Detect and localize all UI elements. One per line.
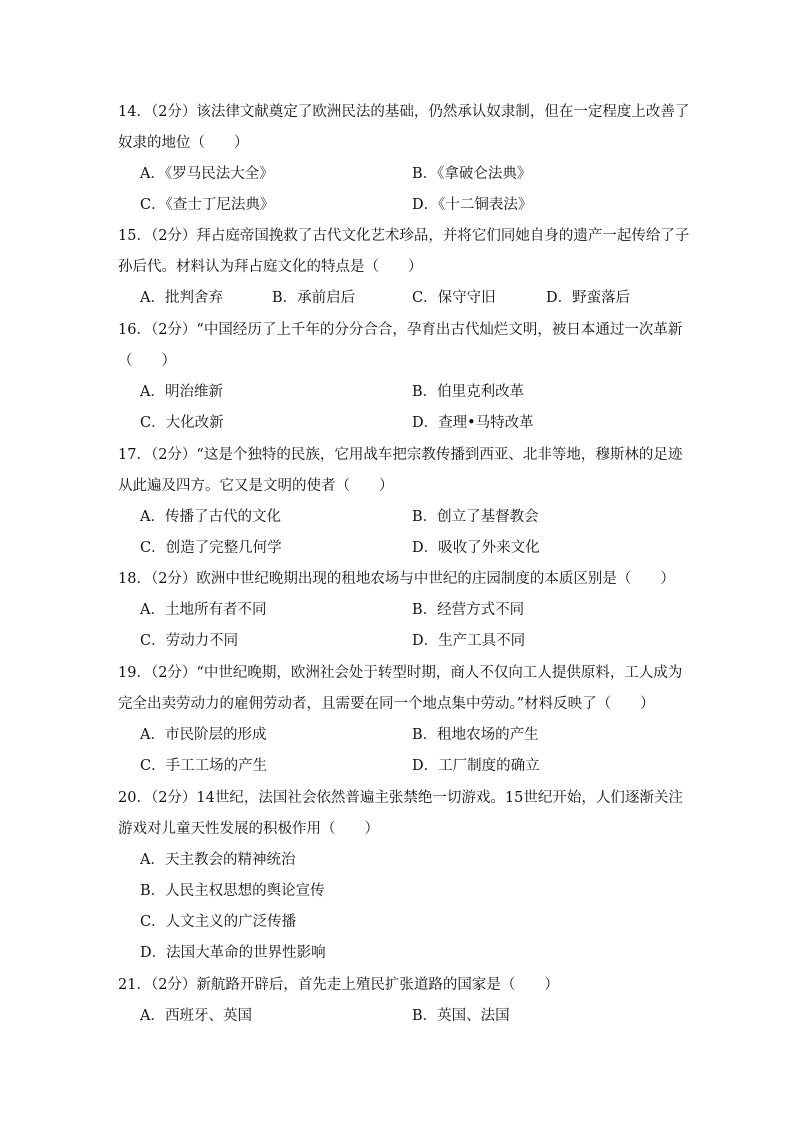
option-d[interactable]: D．《十二铜表法》 <box>412 197 533 213</box>
question-stem-line: （ ） <box>118 353 176 369</box>
option-b[interactable]: B．《拿破仑法典》 <box>412 166 532 182</box>
question-stem-line: 游戏对儿童天性发展的积极作用（ ） <box>118 821 379 837</box>
option-d[interactable]: D．工厂制度的确立 <box>412 758 540 774</box>
option-d[interactable]: D．查理•马特改革 <box>412 415 534 431</box>
option-c[interactable]: C．人文主义的广泛传播 <box>140 914 297 930</box>
option-b[interactable]: B．承前启后 <box>272 290 356 306</box>
option-b[interactable]: B．英国、法国 <box>412 1008 510 1024</box>
question-stem-line: 20．（2分）14世纪，法国社会依然普遍主张禁绝一切游戏。15世纪开始，人们逐渐关注 <box>118 790 683 806</box>
question-stem-line: 16．（2分）“中国经历了上千年的分分合合，孕育出古代灿烂文明，被日本通过一次革新 <box>118 322 683 338</box>
option-c[interactable]: C．劳动力不同 <box>140 633 239 649</box>
option-c[interactable]: C．创造了完整几何学 <box>140 540 282 556</box>
question-stem-line: 孙后代。材料认为拜占庭文化的特点是（ ） <box>118 259 423 275</box>
question-stem-line: 完全出卖劳动力的雇佣劳动者，且需要在同一个地点集中劳动。”材料反映了（ ） <box>118 696 655 712</box>
option-a[interactable]: A．天主教会的精神统治 <box>140 852 296 868</box>
option-c[interactable]: C．大化改新 <box>140 415 224 431</box>
question-stem-line: 从此遍及四方。它又是文明的使者（ ） <box>118 478 394 494</box>
option-a[interactable]: A．市民阶层的形成 <box>140 727 267 743</box>
question-stem-line: 21．（2分）新航路开辟后，首先走上殖民扩张道路的国家是（ ） <box>118 977 559 993</box>
option-c[interactable]: C．手工工场的产生 <box>140 758 268 774</box>
option-a[interactable]: A．明治维新 <box>140 384 223 400</box>
question-stem-line: 15．（2分）拜占庭帝国挽救了古代文化艺术珍品，并将它们同她自身的遗产一起传给了子 <box>118 228 690 244</box>
option-a[interactable]: A．土地所有者不同 <box>140 602 267 618</box>
question-stem-line: 17．（2分）“这是个独特的民族，它用战车把宗教传播到西亚、北非等地，穆斯林的足迹 <box>118 447 683 463</box>
option-a[interactable]: A．批判舍弃 <box>140 290 223 306</box>
question-stem-line: 19．（2分）“中世纪晚期，欧洲社会处于转型时期，商人不仅向工人提供原料，工人成为 <box>118 665 683 681</box>
option-b[interactable]: B．经营方式不同 <box>412 602 525 618</box>
option-b[interactable]: B．人民主权思想的舆论宣传 <box>140 883 325 899</box>
option-a[interactable]: A．西班牙、英国 <box>140 1008 252 1024</box>
option-a[interactable]: A．《罗马民法大全》 <box>140 166 274 182</box>
option-b[interactable]: B．伯里克利改革 <box>412 384 525 400</box>
option-d[interactable]: D．野蛮落后 <box>546 290 631 306</box>
option-c[interactable]: C．《查士丁尼法典》 <box>140 197 275 213</box>
option-a[interactable]: A．传播了古代的文化 <box>140 509 281 525</box>
question-stem-line: 18．（2分）欧洲中世纪晚期出现的租地农场与中世纪的庄园制度的本质区别是（ ） <box>118 571 675 587</box>
option-b[interactable]: B．创立了基督教会 <box>412 509 539 525</box>
option-b[interactable]: B．租地农场的产生 <box>412 727 539 743</box>
option-d[interactable]: D．吸收了外来文化 <box>412 540 540 556</box>
question-stem-line: 奴隶的地位（ ） <box>118 135 249 151</box>
option-d[interactable]: D．法国大革命的世界性影响 <box>140 945 326 961</box>
question-stem-line: 14．（2分）该法律文献奠定了欧洲民法的基础，仍然承认奴隶制，但在一定程度上改善了 <box>118 104 690 120</box>
option-c[interactable]: C．保守守旧 <box>412 290 496 306</box>
option-d[interactable]: D．生产工具不同 <box>412 633 526 649</box>
